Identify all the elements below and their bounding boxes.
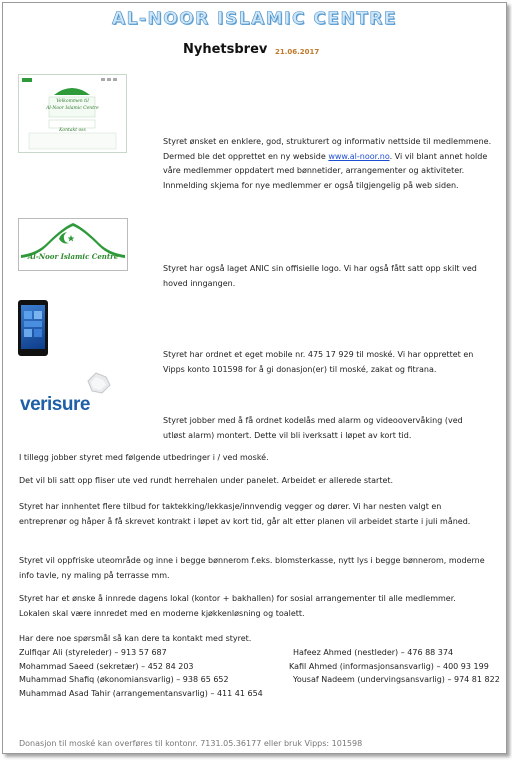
page-title: AL-NOOR ISLAMIC CENTRE: [112, 9, 397, 29]
local-paragraph: Styret har et ønske å innrede dagens lokal (kontor + bakhallen) for sosial arrangementer til alle medlemmer. Lokalen skal være innredet med en moderne kjøkkenløsning og toalett.: [19, 594, 456, 618]
phone-screen: [21, 305, 45, 349]
logo-paragraph: Styret har også laget ANIC sin offisielle logo. Vi har også fått satt opp skilt ved hoved inngangen.: [163, 264, 477, 288]
contact-item: Mohammad Saeed (sekretær) – 452 84 203: [19, 661, 194, 671]
mobile-paragraph: Styret har ordnet et eget mobile nr. 475 17 929 til moské. Vi har opprettet en Vipps konto 101598 for å gi donasjon(er) til moské, zakat og fitrana.: [163, 350, 474, 374]
logo-text: Al-Noor Islamic Centre: [27, 252, 119, 261]
contact-item: Yousaf Nadeem (undervingsansvarlig) – 974 81 822: [293, 675, 500, 684]
website-contact-label: Kontakt oss: [59, 128, 86, 133]
verisure-text: verisure: [20, 394, 90, 415]
improvements-intro: I tillegg jobber styret med følgende utbedringer i / ved moské.: [19, 453, 269, 462]
verisure-logo: [18, 371, 116, 419]
newsletter-date: 21.06.2017: [275, 48, 320, 56]
newsletter-page: [2, 2, 507, 754]
website-paragraph: [163, 135, 493, 193]
website-welcome-line2: Al-Noor Islamic Centre: [46, 106, 99, 111]
newsletter-subtitle: Nyhetsbrev: [183, 42, 268, 57]
website-screenshot: [18, 74, 127, 153]
website-preview-graphic: [19, 75, 126, 152]
donation-footer: Donasjon til moské kan overføres til kontonr. 7131.05.36177 eller bruk Vipps: 101598: [19, 739, 363, 748]
roof-paragraph: Styret har innhentet flere tilbud for taktekking/lekkasje/innvendig vegger og dører. Vi har nesten valgt en entreprenør og håper å få skrevet kontrakt i løpet av kort tid, går alt etter planen vil arbeidet starte i juli måned.: [19, 502, 471, 526]
contact-item: Kafil Ahmed (informasjonsansvarlig) – 400 93 199: [289, 661, 489, 671]
website-text-before: Styret ønsket en enklere, god, strukturert og informativ nettside til medlemmene. Dermed ble det opprettet en ny webside: [163, 137, 492, 161]
website-text-after: . Vi vil blant annet holde våre medlemmer oppdatert med bønnetider, arrangementer og aktiviteter. Innmelding skjema for nye medlemmer er også tilgjengelig på web siden.: [163, 151, 488, 190]
alarm-paragraph: Styret jobber med å få ordnet kodelås med alarm og videoovervåking (ved utløst alarm) montert. Dette vil bli iverksatt i løpet av kort tid.: [163, 416, 463, 440]
mosque-dome-icon: [19, 219, 127, 270]
tiles-paragraph: Det vil bli satt opp fliser ute ved rundt herrehalen under panelet. Arbeidet er allerede startet.: [19, 476, 394, 485]
contact-item: Hafeez Ahmed (nestleder) – 476 88 374: [293, 648, 454, 657]
website-link[interactable]: www.al-noor.no: [328, 151, 390, 161]
contact-item: Zulfiqar Ali (styreleder) – 913 57 687: [19, 648, 167, 657]
website-welcome-line1: Velkommen til: [56, 99, 89, 104]
prayer-rooms-paragraph: Styret vil oppfriske uteområde og inne i begge bønnerom f.eks. blomsterkasse, nytt lys i begge bønnerom, moderne info tavle, ny maling på terrasse mm.: [19, 556, 485, 580]
contact-item: Muhammad Asad Tahir (arrangementansvarlig) – 411 41 654: [19, 688, 263, 698]
mobile-phone-icon: [18, 300, 48, 356]
anic-logo: [18, 218, 128, 271]
contact-intro: Har dere noe spørsmål så kan dere ta kontakt med styret.: [19, 634, 252, 643]
contacts-left-list: [19, 646, 279, 700]
contact-item: Muhammad Shafiq (økonomiansvarlig) – 938 65 652: [19, 675, 229, 684]
contacts-right-list: [289, 646, 503, 687]
